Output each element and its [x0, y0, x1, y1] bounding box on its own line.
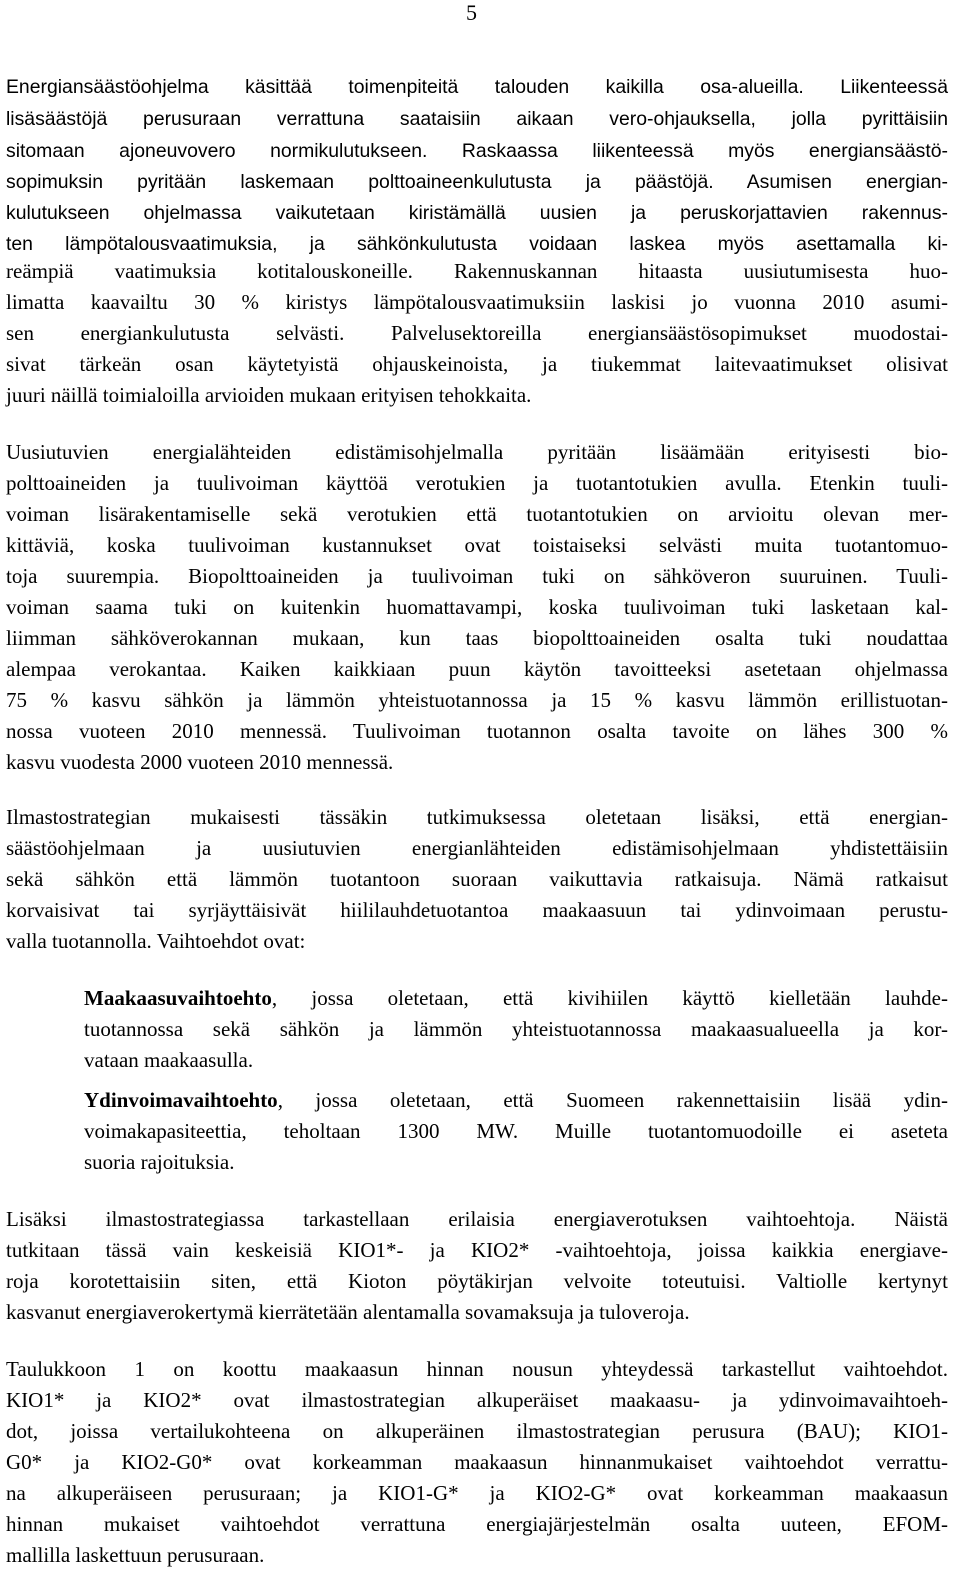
text-line [6, 198, 948, 228]
text-line [6, 349, 948, 379]
text-line [84, 1085, 948, 1115]
text-line [6, 1447, 948, 1477]
text-line [6, 287, 948, 317]
line-text: , jossa oletetaan, että kivihiilen käyttö kielletään lauhde- [271, 986, 948, 1010]
text-line [6, 802, 948, 832]
text-line [6, 136, 948, 166]
text-line [6, 1416, 948, 1446]
text-line [84, 1045, 948, 1075]
line-text: toja suurempia. Biopolttoaineiden ja tuulivoiman tuki on sähköveron suuruinen. Tuuli- [6, 564, 948, 588]
text-line [6, 380, 948, 410]
text-line [6, 318, 948, 348]
line-text: roja korotettaisiin siten, että Kioton pöytäkirjan velvoite toteutuisi. Valtiolle kertynyt [6, 1269, 948, 1293]
option-term: Maakaasuvaihtoehto [84, 986, 272, 1010]
line-text: alempaa verokantaa. Kaiken kaikkiaan puun käytön tavoitteeksi asetetaan ohjelmassa [6, 657, 948, 681]
line-text: sivat tärkeän osan käytetyistä ohjauskeinoista, ja tiukemmat laitevaatimukset olisivat [6, 352, 948, 376]
line-text: juuri näillä toimialoilla arvioiden mukaan erityisen tehokkaita. [6, 383, 532, 407]
text-line [84, 1147, 948, 1177]
line-text: lisäsäästöjä perusuraan verrattuna saataisiin aikaan vero-ohjauksella, jolla pyrittäisiin [6, 108, 948, 130]
line-text: valla tuotannolla. Vaihtoehdot ovat: [6, 929, 306, 953]
line-text: säästöohjelmaan ja uusiutuvien energianlähteiden edistämisohjelmaan yhdistettäisiin [6, 836, 948, 860]
line-text: sekä sähkön että lämmön tuotantoon suoraan vaikuttavia ratkaisuja. Nämä ratkaisut [6, 867, 948, 891]
text-line [6, 1235, 948, 1265]
text-line [6, 654, 948, 684]
text-line [6, 747, 948, 777]
page-number: 5 [466, 0, 477, 25]
line-text: reämpiä vaatimuksia kotitalouskoneille. Rakennuskannan hitaasta uusiutumisesta huo- [6, 259, 948, 283]
line-text: sitomaan ajoneuvovero normikulutukseen. Raskaassa liikenteessä myös energiansäästö- [6, 140, 948, 162]
line-text: vataan maakaasulla. [84, 1048, 254, 1072]
text-line [6, 1385, 948, 1415]
line-text: tutkitaan tässä vain keskeisiä KIO1*- ja KIO2* -vaihtoehtoja, joissa kaikkia energiave- [6, 1238, 948, 1262]
text-line [6, 437, 948, 467]
text-line [6, 104, 948, 134]
text-line [6, 716, 948, 746]
line-text: kittäviä, koska tuulivoiman kustannukset ovat toistaiseksi selvästi muita tuotantomuo- [6, 533, 948, 557]
line-text: sopimuksin pyritään laskemaan polttoaineenkulutusta ja päästöjä. Asumisen energian- [6, 171, 948, 193]
line-text: kulutukseen ohjelmassa vaikutetaan kiristämällä uusien ja peruskorjattavien rakennus- [6, 202, 948, 224]
line-text: 75 % kasvu sähkön ja lämmön yhteistuotannossa ja 15 % kasvu lämmön erillistuotan- [6, 688, 948, 712]
line-text: voimakapasiteettia, teholtaan 1300 MW. Muille tuotantomuodoille ei aseteta [84, 1119, 948, 1143]
line-text: sen energiankulutusta selvästi. Palvelusektoreilla energiansäästösopimukset muodostai- [6, 321, 948, 345]
line-text: kasvanut energiaverokertymä kierrätetään alentamalla sovamaksuja ja tuloveroja. [6, 1300, 690, 1324]
line-text: voiman lisärakentamiselle sekä verotukien että tuotantotukien on arvioitu olevan mer- [6, 502, 948, 526]
line-text: tuotannossa sekä sähkön ja lämmön yhteistuotannossa maakaasualueella ja kor- [84, 1017, 948, 1041]
text-line [6, 685, 948, 715]
text-line [84, 983, 948, 1013]
line-text: voiman saama tuki on kuitenkin huomattavampi, koska tuulivoiman tuki lasketaan kal- [6, 595, 948, 619]
option-term: Ydinvoimavaihtoehto [84, 1088, 278, 1112]
line-text: limatta kaavailtu 30 % kiristys lämpötalousvaatimuksiin laskisi jo vuonna 2010 asumi- [6, 290, 948, 314]
text-line [6, 1204, 948, 1234]
line-text: nossa vuoteen 2010 mennessä. Tuulivoiman tuotannon osalta tavoite on lähes 300 % [6, 719, 948, 743]
text-line [6, 1266, 948, 1296]
line-text: kasvu vuodesta 2000 vuoteen 2010 mennessä. [6, 750, 394, 774]
line-text: Lisäksi ilmastostrategiassa tarkastellaan erilaisia energiaverotuksen vaihtoehtoja. Näistä [6, 1207, 948, 1231]
text-line [6, 561, 948, 591]
text-line [6, 530, 948, 560]
line-text: mallilla laskettuun perusuraan. [6, 1543, 265, 1567]
line-text: G0* ja KIO2-G0* ovat korkeamman maakaasun hinnanmukaiset vaihtoehdot verrattu- [6, 1450, 948, 1474]
text-line [6, 926, 948, 956]
text-line [6, 1354, 948, 1384]
line-text: liimman sähköverokannan mukaan, kun taas biopolttoaineiden osalta tuki noudattaa [6, 626, 948, 650]
line-text: polttoaineiden ja tuulivoiman käyttöä verotukien ja tuotantotukien avulla. Etenkin tuuli- [6, 471, 948, 495]
text-line [6, 499, 948, 529]
text-line [6, 864, 948, 894]
text-line [6, 167, 948, 197]
text-line [6, 229, 948, 259]
text-line [6, 1540, 948, 1570]
text-line [6, 468, 948, 498]
line-text: hinnan mukaiset vaihtoehdot verrattuna energiajärjestelmän osalta uuteen, EFOM- [6, 1512, 948, 1536]
text-line [84, 1014, 948, 1044]
text-line [6, 256, 948, 286]
text-line [6, 623, 948, 653]
line-text: Uusiutuvien energialähteiden edistämisohjelmalla pyritään lisäämään erityisesti bio- [6, 440, 948, 464]
line-text: , jossa oletetaan, että Suomeen rakennettaisiin lisää ydin- [277, 1088, 948, 1112]
line-text: Taulukkoon 1 on koottu maakaasun hinnan nousun yhteydessä tarkastellut vaihtoehdot. [6, 1357, 948, 1381]
text-line [6, 1509, 948, 1539]
line-text: na alkuperäiseen perusuraan; ja KIO1-G* ja KIO2-G* ovat korkeamman maakaasun [6, 1481, 948, 1505]
text-line [6, 592, 948, 622]
line-text: korvaisivat tai syrjäyttäisivät hiililauhdetuotantoa maakaasuun tai ydinvoimaan perustu- [6, 898, 948, 922]
line-text: ten lämpötalousvaatimuksia, ja sähkönkulutusta voidaan laskea myös asettamalla ki- [6, 233, 948, 255]
line-text: Ilmastostrategian mukaisesti tässäkin tutkimuksessa oletetaan lisäksi, että energian- [6, 805, 948, 829]
text-line [6, 895, 948, 925]
line-text: dot, joissa vertailukohteena on alkuperäinen ilmastostrategian perusura (BAU); KIO1- [6, 1419, 948, 1443]
line-text: suoria rajoituksia. [84, 1150, 235, 1174]
text-line [6, 833, 948, 863]
text-line [84, 1116, 948, 1146]
text-line [6, 1297, 948, 1327]
line-text: KIO1* ja KIO2* ovat ilmastostrategian alkuperäiset maakaasu- ja ydinvoimavaihtoeh- [6, 1388, 948, 1412]
line-text: Energiansäästöohjelma käsittää toimenpiteitä talouden kaikilla osa-alueilla. Liikenteessä [6, 76, 948, 98]
text-line [6, 1478, 948, 1508]
text-line [6, 72, 948, 102]
